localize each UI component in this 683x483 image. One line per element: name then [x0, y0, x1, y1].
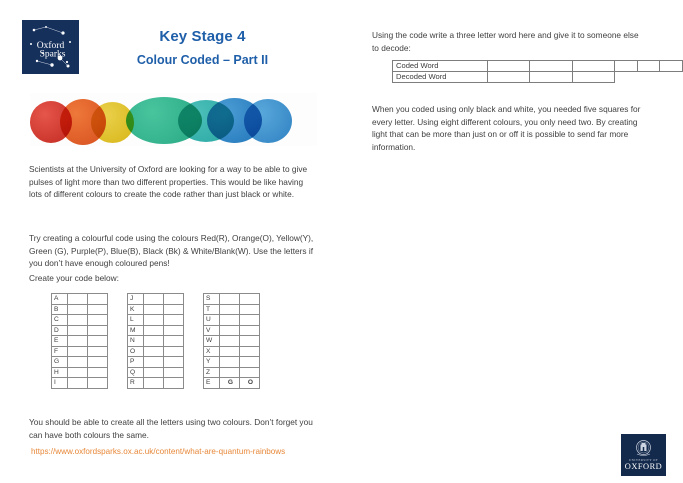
code-empty-cell[interactable] — [240, 336, 260, 347]
code-empty-cell[interactable] — [220, 294, 240, 305]
word-table-label: Coded Word — [393, 61, 488, 72]
page-subtitle: Colour Coded – Part II — [136, 53, 269, 67]
code-letter-cell: T — [204, 304, 220, 315]
code-empty-cell[interactable] — [144, 304, 164, 315]
code-empty-cell[interactable] — [240, 304, 260, 315]
table-row — [128, 325, 184, 336]
code-empty-cell[interactable] — [164, 357, 184, 368]
code-letter-cell: S — [204, 294, 220, 305]
table-row — [204, 304, 260, 315]
code-empty-cell[interactable] — [144, 357, 164, 368]
code-empty-cell[interactable] — [220, 367, 240, 378]
code-letter-cell: G — [52, 357, 68, 368]
table-row — [128, 304, 184, 315]
code-empty-cell[interactable] — [88, 304, 108, 315]
code-empty-cell[interactable] — [88, 336, 108, 347]
table-row — [52, 367, 108, 378]
code-empty-cell[interactable] — [164, 304, 184, 315]
code-empty-cell[interactable] — [240, 367, 260, 378]
table-row — [204, 357, 260, 368]
code-empty-cell[interactable] — [164, 315, 184, 326]
code-empty-cell[interactable] — [240, 346, 260, 357]
word-table-input-cell[interactable] — [637, 61, 660, 72]
word-table-row — [393, 72, 683, 83]
table-row — [52, 315, 108, 326]
code-letter-cell: W — [204, 336, 220, 347]
table-row — [204, 367, 260, 378]
oxford-sparks-url-link[interactable]: https://www.oxfordsparks.ox.ac.uk/content/what-are-quantum-rainbows — [31, 447, 286, 456]
code-empty-cell[interactable] — [68, 304, 88, 315]
word-table-input-cell[interactable] — [572, 61, 614, 72]
coded-word-table[interactable] — [392, 60, 683, 83]
code-empty-cell[interactable] — [88, 378, 108, 389]
table-s-e[interactable] — [203, 293, 260, 389]
table-a-i[interactable] — [51, 293, 108, 389]
word-table-label: Decoded Word — [393, 72, 488, 83]
code-empty-cell[interactable] — [240, 294, 260, 305]
code-empty-cell[interactable] — [88, 346, 108, 357]
table-row — [52, 325, 108, 336]
table-row — [52, 304, 108, 315]
word-table-input-cell[interactable] — [660, 61, 683, 72]
code-empty-cell[interactable] — [144, 325, 164, 336]
code-empty-cell[interactable] — [220, 325, 240, 336]
sparks-logo-line2: Sparks — [39, 49, 66, 60]
table-row — [204, 315, 260, 326]
code-empty-cell[interactable] — [240, 325, 260, 336]
code-empty-cell[interactable] — [220, 346, 240, 357]
table-row — [128, 336, 184, 347]
code-empty-cell[interactable] — [220, 336, 240, 347]
code-letter-cell: H — [52, 367, 68, 378]
code-empty-cell[interactable] — [144, 346, 164, 357]
table-row — [52, 294, 108, 305]
word-table-input-cell[interactable] — [488, 61, 530, 72]
code-letter-cell: O — [128, 346, 144, 357]
code-letter-cell: Q — [128, 367, 144, 378]
title-block — [95, 28, 310, 68]
closing-paragraph: You should be able to create all the letters using two colours. Don’t forget you can have both colours the same. — [29, 417, 313, 440]
table-row — [128, 357, 184, 368]
code-letter-cell: P — [128, 357, 144, 368]
code-letter-cell: E — [52, 336, 68, 347]
oxford-logo-university-text: UNIVERSITY OF — [628, 457, 659, 462]
oxford-crest-icon — [635, 439, 652, 457]
table-row — [204, 294, 260, 305]
code-empty-cell[interactable] — [88, 357, 108, 368]
code-colour-cell-green[interactable]: G — [220, 378, 240, 389]
code-empty-cell[interactable] — [144, 336, 164, 347]
code-letter-cell: R — [128, 378, 144, 389]
code-letter-cell: U — [204, 315, 220, 326]
code-empty-cell[interactable] — [220, 315, 240, 326]
table-row — [204, 346, 260, 357]
code-empty-cell[interactable] — [68, 315, 88, 326]
code-empty-cell[interactable] — [164, 294, 184, 305]
code-empty-cell[interactable] — [220, 357, 240, 368]
code-empty-cell[interactable] — [88, 315, 108, 326]
table-j-r[interactable] — [127, 293, 184, 389]
code-empty-cell[interactable] — [88, 294, 108, 305]
code-letter-cell: J — [128, 294, 144, 305]
code-letter-cell: M — [128, 325, 144, 336]
table-row — [52, 357, 108, 368]
table-row — [204, 378, 260, 389]
code-letter-cell: I — [52, 378, 68, 389]
instructions-paragraph: Try creating a colourful code using the colours Red(R), Orange(O), Yellow(Y), Green (G), Purple(P), Blue(B), Black (Bk) & White/Blank(W). Use the letters if you don’t have enough coloured pens! — [29, 233, 314, 269]
table-row — [204, 325, 260, 336]
code-empty-cell[interactable] — [164, 367, 184, 378]
code-empty-cell[interactable] — [164, 336, 184, 347]
sparks-logo-line1: Oxford — [36, 41, 65, 51]
code-letter-cell: Y — [204, 357, 220, 368]
code-empty-cell[interactable] — [88, 367, 108, 378]
code-letter-cell: N — [128, 336, 144, 347]
explanation-paragraph: When you coded using only black and white, you needed five squares for every letter. Using eight different colours, you only need two. By creating light that can be more than just on or off it is possible to send far more information. — [372, 104, 641, 152]
word-table-input-cell[interactable] — [530, 72, 572, 83]
university-of-oxford-logo — [621, 434, 666, 476]
code-empty-cell[interactable] — [144, 294, 164, 305]
code-letter-cell: C — [52, 315, 68, 326]
code-empty-cell[interactable] — [220, 304, 240, 315]
code-empty-cell[interactable] — [144, 315, 164, 326]
code-empty-cell[interactable] — [68, 357, 88, 368]
word-table-input-cell[interactable] — [530, 61, 572, 72]
code-letter-cell: A — [52, 294, 68, 305]
oxford-sparks-logo-graphic — [22, 20, 79, 74]
code-letter-cell: Z — [204, 367, 220, 378]
table-row — [204, 336, 260, 347]
code-empty-cell[interactable] — [68, 367, 88, 378]
table-row — [128, 378, 184, 389]
table-row — [52, 378, 108, 389]
code-empty-cell[interactable] — [164, 325, 184, 336]
code-colour-cell-orange[interactable]: O — [240, 378, 260, 389]
code-letter-cell: V — [204, 325, 220, 336]
word-table-input-cell[interactable] — [488, 72, 530, 83]
code-empty-cell[interactable] — [240, 357, 260, 368]
table-row — [128, 315, 184, 326]
table-row — [52, 336, 108, 347]
sphere-blue-2 — [244, 99, 292, 143]
code-empty-cell[interactable] — [144, 378, 164, 389]
table-row — [128, 367, 184, 378]
oxford-logo-name-text: OXFORD — [624, 461, 663, 471]
code-letter-cell: D — [52, 325, 68, 336]
code-empty-cell[interactable] — [68, 325, 88, 336]
table-row — [52, 346, 108, 357]
code-empty-cell[interactable] — [68, 294, 88, 305]
table-row — [128, 294, 184, 305]
oxford-sparks-logo — [22, 20, 79, 74]
code-letter-cell: L — [128, 315, 144, 326]
colour-spheres-banner — [30, 93, 317, 146]
code-empty-cell[interactable] — [164, 378, 184, 389]
code-empty-cell[interactable] — [68, 336, 88, 347]
word-table-row — [393, 61, 683, 72]
code-letter-cell: K — [128, 304, 144, 315]
table-row — [128, 346, 184, 357]
code-empty-cell[interactable] — [164, 346, 184, 357]
code-empty-cell[interactable] — [144, 367, 164, 378]
code-letter-cell: F — [52, 346, 68, 357]
code-letter-cell: E — [204, 378, 220, 389]
decode-instructions-paragraph: Using the code write a three letter word here and give it to someone else to decode: — [372, 30, 639, 53]
page-title: Key Stage 4 — [159, 28, 246, 45]
intro-paragraph: Scientists at the University of Oxford are looking for a way to be able to give pulses of light more than two different properties. This would be like having lots of different colours to create the code rather than just black or white. — [29, 164, 308, 200]
code-empty-cell[interactable] — [88, 325, 108, 336]
code-letter-cell: X — [204, 346, 220, 357]
alphabet-code-tables — [51, 293, 260, 389]
code-letter-cell: B — [52, 304, 68, 315]
code-empty-cell[interactable] — [240, 315, 260, 326]
word-table-input-cell[interactable] — [614, 61, 637, 72]
create-code-label: Create your code below: — [29, 273, 119, 283]
code-empty-cell[interactable] — [68, 378, 88, 389]
word-table-input-cell[interactable] — [572, 72, 614, 83]
code-empty-cell[interactable] — [68, 346, 88, 357]
